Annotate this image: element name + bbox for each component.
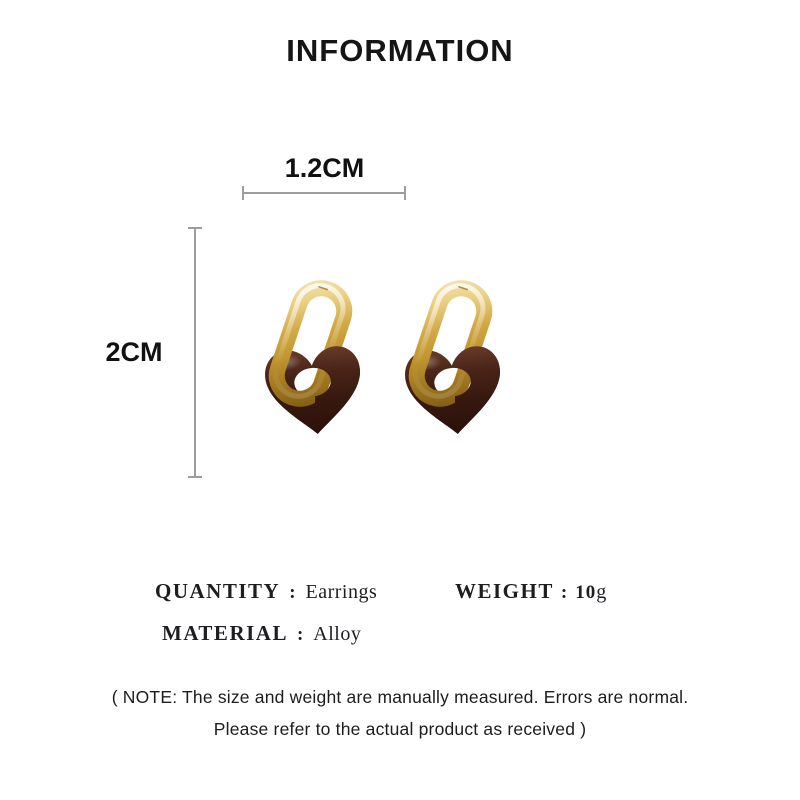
note-line-1: ( NOTE: The size and weight are manually measured. Errors are normal. — [111, 687, 689, 707]
width-dimension-label: 1.2CM — [284, 153, 365, 183]
spec-row-material — [162, 621, 361, 646]
spec-row-weight — [455, 579, 607, 604]
quantity-separator: : — [289, 582, 296, 603]
height-measure-cap-top — [188, 227, 202, 229]
height-dimension-label: 2CM — [105, 337, 163, 367]
height-measure-line — [194, 228, 196, 478]
weight-value-number: 10 — [575, 582, 597, 603]
weight-separator: : — [560, 582, 568, 603]
weight-value-unit: g — [596, 581, 607, 603]
spec-row-quantity — [155, 579, 377, 604]
quantity-value: Earrings — [305, 581, 378, 603]
earring-left — [263, 280, 365, 438]
product-image-earrings — [253, 278, 533, 448]
material-value: Alloy — [313, 623, 362, 645]
page-title: INFORMATION — [286, 33, 514, 68]
width-measure-cap-left — [242, 186, 244, 200]
material-separator: : — [296, 624, 304, 645]
width-measure-cap-right — [404, 186, 406, 200]
weight-label: WEIGHT — [455, 579, 554, 603]
earring-right — [403, 280, 505, 438]
height-measure-cap-bottom — [188, 476, 202, 478]
quantity-label: QUANTITY — [155, 579, 281, 603]
width-measure-line — [243, 192, 406, 194]
note-line-2: Please refer to the actual product as received ) — [213, 719, 587, 739]
material-label: MATERIAL — [162, 621, 288, 645]
